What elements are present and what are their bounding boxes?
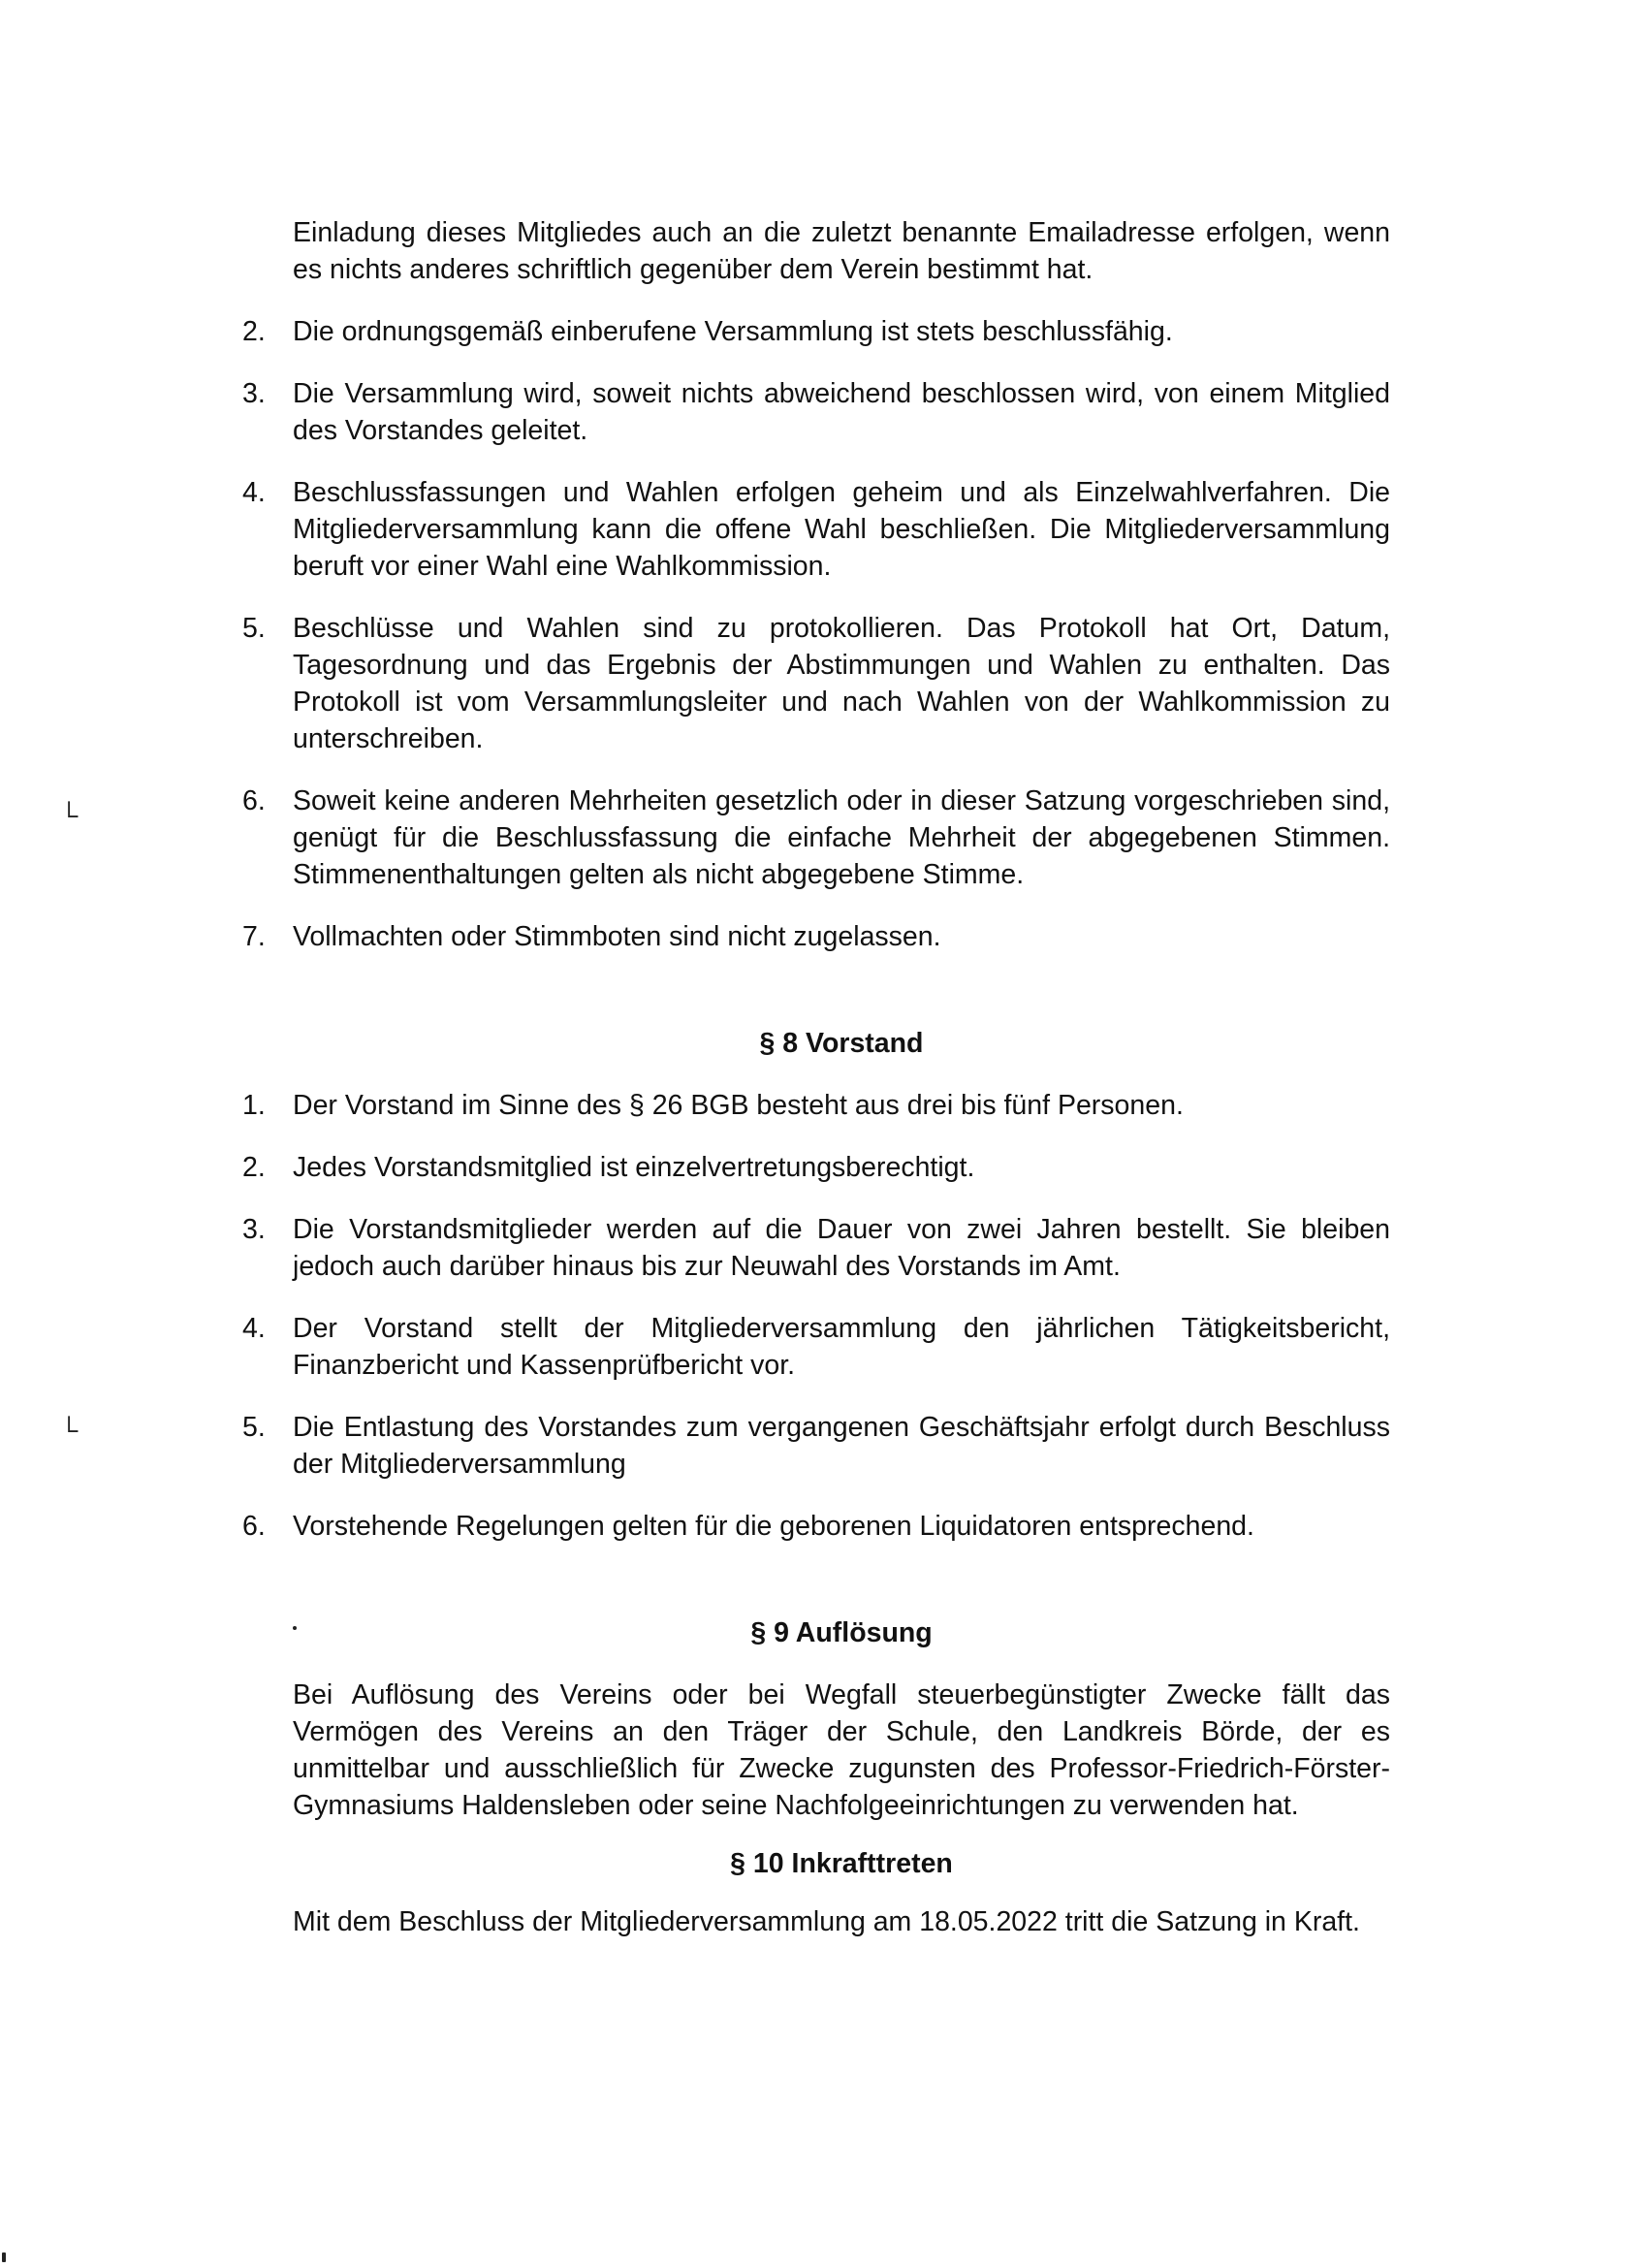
section9-heading: § 9 Auflösung — [750, 1617, 933, 1648]
list-number: 3. — [242, 1214, 266, 1245]
list-text: Die Entlastung des Vorstandes zum vergangenen Geschäftsjahr erfolgt durch Beschluss der Mitgliederversammlung — [293, 1412, 1390, 1480]
list-text: Vollmachten oder Stimmboten sind nicht zugelassen. — [293, 921, 941, 952]
section10-text: Mit dem Beschluss der Mitgliederversammlung am 18.05.2022 tritt die Satzung in Kraft. — [293, 1906, 1360, 1937]
list-text: Soweit keine anderen Mehrheiten gesetzlich oder in dieser Satzung vorgeschrieben sind, genügt für die Beschlussfassung die einfache Mehrheit der abgegebenen Stimmen. Stimmenenthaltungen gelten als nicht abgegebene Stimme. — [293, 785, 1390, 890]
scan-speck — [2, 2252, 6, 2262]
list-number: 4. — [242, 1313, 266, 1344]
list-number: 7. — [242, 921, 266, 952]
list-item — [242, 1409, 1390, 1483]
list-text: Vorstehende Regelungen gelten für die geborenen Liquidatoren entsprechend. — [293, 1511, 1254, 1542]
list-text: Die ordnungsgemäß einberufene Versammlung ist stets beschlussfähig. — [293, 316, 1173, 347]
list-number: 2. — [242, 316, 266, 347]
list-item — [242, 1149, 1390, 1186]
list-text: Beschlüsse und Wahlen sind zu protokollieren. Das Protokoll hat Ort, Datum, Tagesordnung und das Ergebnis der Abstimmungen und Wahlen zu enthalten. Das Protokoll ist vom Versammlungsleiter und nach Wahlen von der Wahlkommission zu unterschreiben. — [293, 613, 1390, 754]
list-text: Die Versammlung wird, soweit nichts abweichend beschlossen wird, von einem Mitglied des Vorstandes geleitet. — [293, 378, 1390, 446]
section10-heading: § 10 Inkrafttreten — [730, 1848, 953, 1879]
punch-mark-upper: └ — [60, 801, 79, 830]
list-item — [242, 783, 1390, 893]
list-text: Der Vorstand stellt der Mitgliederversammlung den jährlichen Tätigkeitsbericht, Finanzbericht und Kassenprüfbericht vor. — [293, 1313, 1390, 1381]
list-item — [242, 1211, 1390, 1285]
list-number: 6. — [242, 1511, 266, 1542]
section8-heading: § 8 Vorstand — [759, 1028, 924, 1059]
list-item — [242, 313, 1390, 350]
section8-list — [242, 1087, 1390, 1545]
list-item — [242, 918, 1390, 955]
list-item — [242, 610, 1390, 757]
list-text: Jedes Vorstandsmitglied ist einzelvertretungsberechtigt. — [293, 1152, 975, 1183]
list-number: 4. — [242, 477, 266, 508]
list-number: 5. — [242, 1412, 266, 1443]
list-item — [242, 1508, 1390, 1545]
punch-mark-lower: └ — [60, 1416, 79, 1445]
list-number: 6. — [242, 785, 266, 816]
list-number: 5. — [242, 613, 266, 644]
list-number: 2. — [242, 1152, 266, 1183]
continuation-text: Einladung dieses Mitgliedes auch an die zuletzt benannte Emailadresse erfolgen, wenn es nichts anderes schriftlich gegenüber dem Verein bestimmt hat. — [293, 217, 1390, 285]
list-number: 1. — [242, 1090, 266, 1121]
list-text: Die Vorstandsmitglieder werden auf die Dauer von zwei Jahren bestellt. Sie bleiben jedoch auch darüber hinaus bis zur Neuwahl des Vorstands im Amt. — [293, 1214, 1390, 1282]
list-item — [242, 1087, 1390, 1124]
list-item — [242, 375, 1390, 449]
section7-list — [242, 313, 1390, 955]
section9-text: Bei Auflösung des Vereins oder bei Wegfall steuerbegünstigter Zwecke fällt das Vermögen des Vereins an den Träger der Schule, den Landkreis Börde, der es unmittelbar und ausschließlich für Zwecke zugunsten des Professor-Friedrich-Förster-Gymnasiums Haldensleben oder seine Nachfolgeeinrichtungen zu verwenden hat. — [293, 1679, 1390, 1821]
document-body — [242, 214, 1390, 1940]
list-text: Beschlussfassungen und Wahlen erfolgen geheim und als Einzelwahlverfahren. Die Mitgliederversammlung kann die offene Wahl beschließen. Die Mitgliederversammlung beruft vor einer Wahl eine Wahlkommission. — [293, 477, 1390, 582]
list-item — [242, 474, 1390, 585]
list-item — [242, 1310, 1390, 1384]
list-text: Der Vorstand im Sinne des § 26 BGB besteht aus drei bis fünf Personen. — [293, 1090, 1184, 1121]
list-number: 3. — [242, 378, 266, 409]
